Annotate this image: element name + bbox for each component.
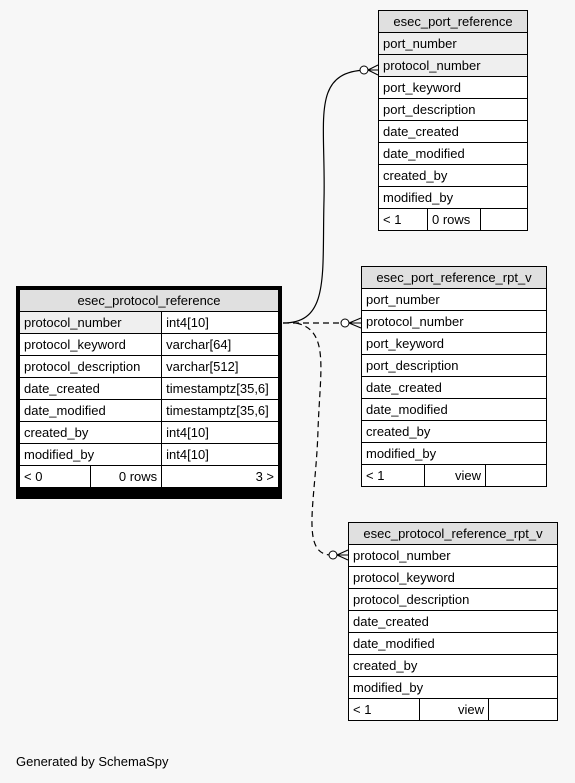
column-row[interactable]: protocol_number: [379, 55, 528, 77]
column-row[interactable]: port_number: [362, 289, 547, 311]
column-row[interactable]: date_created: [379, 121, 528, 143]
fk-optional-marker-protocol-reference-rpt: [329, 551, 337, 559]
column-name[interactable]: protocol_description: [20, 356, 162, 378]
fk-crowfoot-protocol-reference-rpt: [337, 550, 348, 560]
row-count: 0 rows: [91, 466, 162, 488]
column-row[interactable]: port_number: [379, 33, 528, 55]
column-row[interactable]: created_by: [349, 655, 558, 677]
column-row[interactable]: date_created: [362, 377, 547, 399]
column-row[interactable]: port_description: [362, 355, 547, 377]
fk-crowfoot-port-reference-rpt: [349, 318, 361, 328]
column-row[interactable]: date_modified: [379, 143, 528, 165]
fk-line-port-reference: [283, 70, 366, 323]
column-row[interactable]: date_modified: [362, 399, 547, 421]
column-row[interactable]: port_keyword: [379, 77, 528, 99]
children-count[interactable]: [481, 209, 528, 231]
column-row[interactable]: modified_by: [362, 443, 547, 465]
column-name[interactable]: protocol_number: [20, 312, 162, 334]
children-count[interactable]: [489, 699, 558, 721]
table-esec-port-reference[interactable]: [378, 10, 528, 231]
row-count: 0 rows: [428, 209, 481, 231]
parents-count[interactable]: < 1: [379, 209, 428, 231]
column-row[interactable]: created_by: [362, 421, 547, 443]
generated-by-label: Generated by SchemaSpy: [16, 754, 169, 769]
fk-line-protocol-reference-rpt: [296, 323, 330, 555]
parents-count[interactable]: < 1: [349, 699, 420, 721]
column-name[interactable]: created_by: [20, 422, 162, 444]
fk-optional-marker-port-reference: [360, 66, 368, 74]
fk-crowfoot-port-reference: [368, 65, 378, 75]
column-type: varchar[512]: [162, 356, 279, 378]
column-row[interactable]: protocol_number: [349, 545, 558, 567]
column-name[interactable]: date_created: [20, 378, 162, 400]
column-type: int4[10]: [162, 444, 279, 466]
children-count[interactable]: [486, 465, 547, 487]
column-row[interactable]: date_modified: [349, 633, 558, 655]
column-row[interactable]: port_keyword: [362, 333, 547, 355]
column-row[interactable]: modified_by: [379, 187, 528, 209]
table-title[interactable]: esec_port_reference_rpt_v: [362, 267, 547, 289]
column-type: timestamptz[35,6]: [162, 378, 279, 400]
column-row[interactable]: created_by: [379, 165, 528, 187]
table-esec-protocol-reference[interactable]: [19, 289, 279, 488]
children-count[interactable]: 3 >: [162, 466, 279, 488]
column-row[interactable]: protocol_number: [362, 311, 547, 333]
column-type: varchar[64]: [162, 334, 279, 356]
table-esec-protocol-reference-rpt-v[interactable]: [348, 522, 558, 721]
column-row[interactable]: protocol_keyword: [349, 567, 558, 589]
table-title[interactable]: esec_protocol_reference: [20, 290, 279, 312]
column-row[interactable]: modified_by: [349, 677, 558, 699]
fk-optional-marker-port-reference-rpt: [341, 319, 349, 327]
column-name[interactable]: protocol_keyword: [20, 334, 162, 356]
row-count: view: [420, 699, 489, 721]
column-name[interactable]: date_modified: [20, 400, 162, 422]
column-name[interactable]: modified_by: [20, 444, 162, 466]
column-type: timestamptz[35,6]: [162, 400, 279, 422]
parents-count[interactable]: < 0: [20, 466, 91, 488]
column-row[interactable]: protocol_description: [349, 589, 558, 611]
table-esec-protocol-reference-frame: [16, 286, 282, 499]
column-row[interactable]: port_description: [379, 99, 528, 121]
table-title[interactable]: esec_port_reference: [379, 11, 528, 33]
table-title[interactable]: esec_protocol_reference_rpt_v: [349, 523, 558, 545]
column-type: int4[10]: [162, 422, 279, 444]
table-esec-port-reference-rpt-v[interactable]: [361, 266, 547, 487]
column-type: int4[10]: [162, 312, 279, 334]
parents-count[interactable]: < 1: [362, 465, 425, 487]
row-count: view: [425, 465, 486, 487]
column-row[interactable]: date_created: [349, 611, 558, 633]
